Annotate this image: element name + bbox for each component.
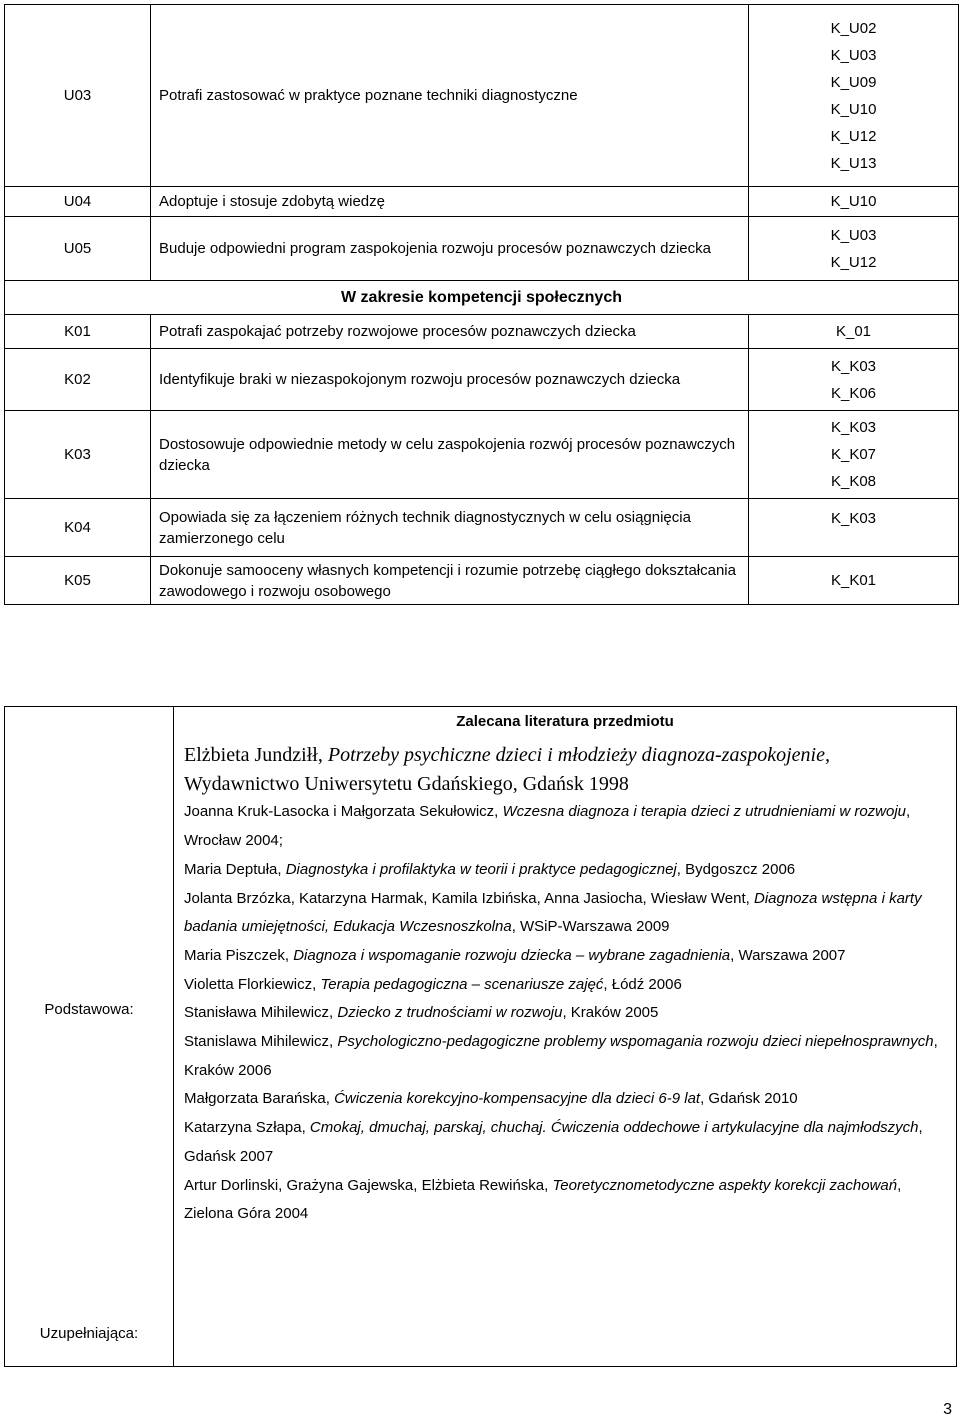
literature-entry: Małgorzata Barańska, Ćwiczenia korekcyjno-kompensacyjne dla dzieci 6-9 lat, Gdańsk 2010 [184,1090,798,1108]
reference-code: K_K03 [830,357,877,375]
outcome-references [749,499,959,557]
literature-entry: Katarzyna Szłapa, Cmokaj, dmuchaj, parskaj, chuchaj. Ćwiczenia oddechowe i artykulacyjne dla najmłodszych, Gdańsk 2007 [184,1119,923,1165]
outcome-code: U05 [5,217,151,281]
outcome-references [749,557,959,605]
reference-code: K_01 [835,323,872,340]
outcome-description: Dostosowuje odpowiednie metody w celu zaspokojenia rozwój procesów poznawczych dziecka [151,411,749,499]
literature-table [4,706,957,1367]
outcome-references [749,217,959,281]
table-row [5,557,959,605]
reference-code: K_K03 [830,510,877,527]
supplementary-literature-label: Uzupełniająca: [39,1325,139,1342]
literature-entry: Violetta Florkiewicz, Terapia pedagogiczna – scenariusze zajęć, Łódź 2006 [184,975,682,993]
outcome-description: Potrafi zastosować w praktyce poznane techniki diagnostyczne [151,5,749,187]
outcome-description: Adoptuje i stosuje zdobytą wiedzę [151,187,749,217]
table-row [5,281,959,315]
outcome-description: Buduje odpowiedni program zaspokojenia rozwoju procesów poznawczych dziecka [151,217,749,281]
literature-entry: Maria Deptuła, Diagnostyka i profilaktyka w teorii i praktyce pedagogicznej, Bydgoszcz 2006 [184,860,796,878]
table-row [5,217,959,281]
outcome-code: K04 [5,499,151,557]
page-number: 3 [943,1401,952,1418]
reference-code: K_U12 [830,127,877,145]
outcome-references [749,411,959,499]
outcome-description: Identyfikuje braki w niezaspokojonym rozwoju procesów poznawczych dziecka [151,349,749,411]
literature-title: Zalecana literatura przedmiotu [174,707,957,736]
literature-entry: Elżbieta Jundziłł, Potrzeby psychiczne dzieci i młodzieży diagnoza-zaspokojenie, Wydawnictwo Uniwersytetu Gdańskiego, Gdańsk 1998 [184,744,830,795]
reference-code: K_K08 [830,473,877,490]
literature-entry: Jolanta Brzózka, Katarzyna Harmak, Kamila Izbińska, Anna Jasiocha, Wiesław Went, Diagnoza wstępna i karty badania umiejętności, Edukacja Wczesnoszkolna, WSiP-Warszawa 2009 [184,889,922,936]
outcome-references [749,5,959,187]
outcome-code: U04 [5,187,151,217]
learning-outcomes-table [4,4,959,605]
outcome-code: K03 [5,411,151,499]
basic-literature-label: Podstawowa: [44,1001,134,1018]
reference-code: K_U03 [830,226,877,244]
outcome-code: K05 [5,557,151,605]
reference-code: K_U10 [830,100,877,118]
outcome-references [749,349,959,411]
reference-code: K_U09 [830,73,877,91]
reference-code: K_K06 [830,384,877,402]
table-row [5,315,959,349]
reference-code: K_U12 [830,253,877,271]
outcome-code: K01 [5,315,151,349]
outcome-description: Opowiada się za łączeniem różnych technik diagnostycznych w celu osiągnięcia zamierzonego celu [151,499,749,557]
reference-code: K_U10 [830,193,877,210]
literature-entry: Artur Dorlinski, Grażyna Gajewska, Elżbieta Rewińska, Teoretycznometodyczne aspekty korekcji zachowań, Zielona Góra 2004 [184,1176,902,1223]
literature-entry: Maria Piszczek, Diagnoza i wspomaganie rozwoju dziecka – wybrane zagadnienia, Warszawa 2007 [184,946,846,964]
table-row [5,349,959,411]
literature-entry: Stanisława Mihilewicz, Dziecko z trudnościami w rozwoju, Kraków 2005 [184,1004,659,1022]
literature-entry: Joanna Kruk-Lasocka i Małgorzata Sekułowicz, Wczesna diagnoza i terapia dzieci z utrudnieniami w rozwoju, Wrocław 2004; [184,803,911,850]
reference-code: K_U02 [830,19,877,37]
table-row [5,735,957,1366]
table-row [5,707,957,736]
section-heading: W zakresie kompetencji społecznych [5,281,959,315]
reference-code: K_K01 [830,572,877,589]
table-row [5,187,959,217]
literature-list [174,735,957,1366]
literature-labels [5,735,174,1366]
table-row [5,411,959,499]
outcome-description: Potrafi zaspokajać potrzeby rozwojowe procesów poznawczych dziecka [151,315,749,349]
outcome-description: Dokonuje samooceny własnych kompetencji i rozumie potrzebę ciągłego dokształcania zawodowego i rozwoju osobowego [151,557,749,605]
reference-code: K_U13 [830,154,877,172]
outcome-code: U03 [5,5,151,187]
literature-entry: Stanislawa Mihilewicz, Psychologiczno-pedagogiczne problemy wspomagania rozwoju dzieci niepełnosprawnych, Kraków 2006 [184,1033,938,1079]
outcome-references [749,187,959,217]
table-row [5,499,959,557]
reference-code: K_U03 [830,46,877,64]
outcome-code: K02 [5,349,151,411]
outcome-references [749,315,959,349]
reference-code: K_K07 [830,446,877,463]
table-row [5,5,959,187]
reference-code: K_K03 [830,419,877,436]
